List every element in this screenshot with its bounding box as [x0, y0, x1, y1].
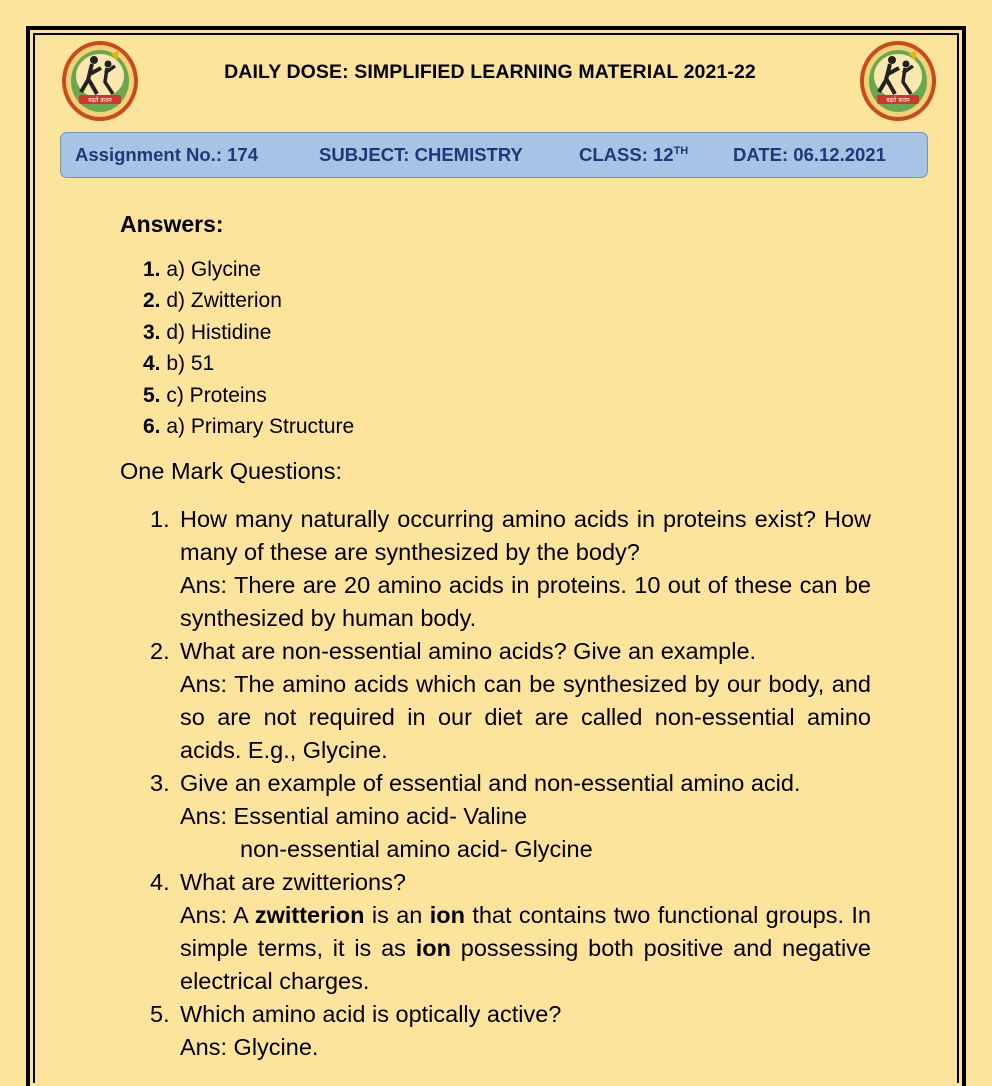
- answer-item: [143, 289, 354, 320]
- class-label: [579, 144, 688, 166]
- subject-label: SUBJECT: CHEMISTRY: [319, 144, 523, 165]
- answer-item: [143, 415, 354, 446]
- question-item: [150, 866, 871, 998]
- answer-number: 4.: [143, 352, 161, 376]
- class-value: CLASS: 12: [579, 144, 674, 165]
- svg-text:बढ़ते क़दम: बढ़ते क़दम: [886, 97, 910, 104]
- answer-bold-term: ion: [415, 935, 451, 961]
- answer-number: 6.: [143, 414, 161, 438]
- question-number: 5.: [150, 1001, 170, 1027]
- assignment-info-bar: [60, 132, 928, 178]
- question-item: [150, 767, 871, 866]
- class-suffix: TH: [673, 145, 689, 157]
- answer-part: that contains two functional groups. In simple terms, it is as: [180, 902, 871, 961]
- answer-bold-term: zwitterion: [254, 902, 365, 928]
- answer-number: 5.: [143, 383, 161, 407]
- answer-part: possessing both positive and negative electrical charges.: [180, 935, 871, 994]
- school-logo-right: [859, 40, 937, 122]
- answer-item: [143, 258, 354, 289]
- answer-item: [143, 384, 354, 415]
- assignment-number: Assignment No.: 174: [75, 144, 258, 165]
- page-title: DAILY DOSE: SIMPLIFIED LEARNING MATERIAL 2021-22: [224, 61, 756, 83]
- question-number: 2.: [150, 638, 170, 664]
- one-mark-questions-heading: One Mark Questions:: [120, 458, 343, 484]
- question-number: 3.: [150, 770, 170, 796]
- one-mark-questions-list: [150, 503, 871, 1064]
- date-label: DATE: 06.12.2021: [733, 144, 886, 165]
- answer-text: Ans: Essential amino acid- Valine: [180, 803, 528, 829]
- answer-text-line2: non-essential amino acid- Glycine: [240, 836, 593, 862]
- answer-part: Ans: A: [180, 902, 255, 928]
- answer-item: [143, 352, 354, 383]
- answer-item: [143, 321, 354, 352]
- question-text: Which amino acid is optically active?: [180, 1001, 562, 1027]
- answer-text: Ans: The amino acids which can be synthesized by our body, and so are not required in our diet are called non-essential amino acids. E.g., Glycine.: [180, 671, 871, 763]
- question-item: [150, 503, 871, 635]
- svg-text:बढ़ते क़दम: बढ़ते क़दम: [88, 97, 112, 104]
- answer-number: 2.: [143, 289, 161, 313]
- answer-text: d) Zwitterion: [166, 289, 282, 313]
- answer-text: b) 51: [166, 352, 215, 376]
- question-item: [150, 998, 871, 1064]
- answer-text: a) Glycine: [166, 258, 261, 281]
- school-logo-left: [61, 40, 139, 122]
- answer-text: Ans: Glycine.: [180, 1034, 319, 1060]
- question-text: What are non-essential amino acids? Give an example.: [180, 638, 757, 664]
- answer-number: 3.: [143, 320, 161, 344]
- answer-text: [180, 899, 871, 998]
- answer-number: 1.: [143, 258, 161, 281]
- answers-list: [143, 258, 354, 446]
- answer-text: Ans: There are 20 amino acids in proteins. 10 out of these can be synthesized by human body.: [180, 572, 871, 631]
- answer-bold-term: ion: [429, 902, 465, 928]
- answer-text: a) Primary Structure: [166, 414, 355, 438]
- answer-text: d) Histidine: [166, 320, 272, 344]
- answer-part: is an: [364, 902, 430, 928]
- question-text: What are zwitterions?: [180, 869, 406, 895]
- question-text: How many naturally occurring amino acids in proteins exist? How many of these are synthesized by the body?: [180, 506, 871, 565]
- question-text: Give an example of essential and non-essential amino acid.: [180, 770, 801, 796]
- question-item: [150, 635, 871, 767]
- question-number: 4.: [150, 869, 170, 895]
- question-number: 1.: [150, 506, 170, 532]
- answer-text: c) Proteins: [166, 383, 267, 407]
- answers-heading: Answers:: [120, 211, 224, 237]
